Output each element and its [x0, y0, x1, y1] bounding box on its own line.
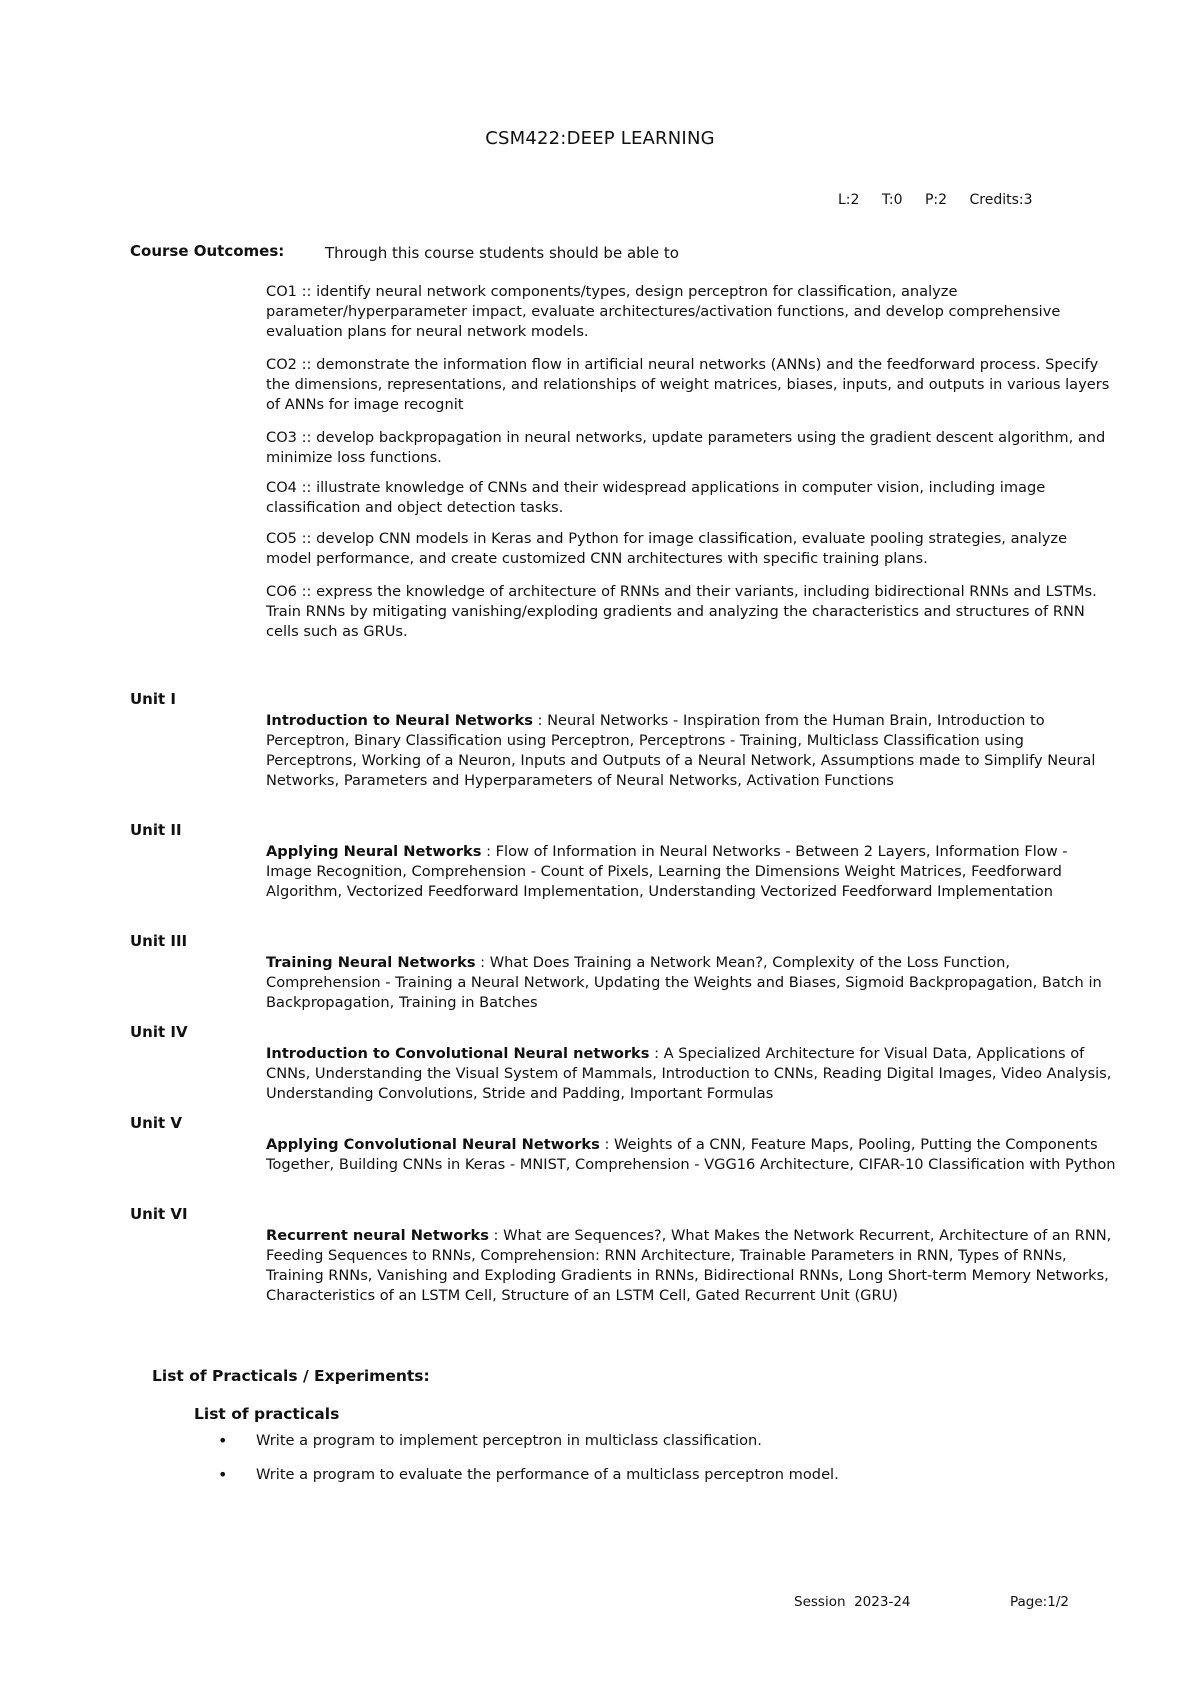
- unit-label: Unit IV: [130, 1023, 188, 1041]
- unit-label: Unit I: [130, 690, 176, 708]
- page-number: Page:1/2: [1010, 1594, 1069, 1610]
- unit-heading: Applying Convolutional Neural Networks: [266, 1136, 600, 1153]
- unit-topics: A Specialized Architecture for Visual Data, Applications of CNNs, Understanding the Visual System of Mammals, Introduction to CNNs, Reading Digital Images, Video Analysis, Understanding Convolutions, Stride and Padding, Important Formulas: [266, 1045, 1112, 1102]
- unit-topics: Flow of Information in Neural Networks - Between 2 Layers, Information Flow - Image Recognition, Comprehension - Count of Pixels, Learning the Dimensions Weight Matrices, Feedforward Algorithm, Vectorized Feedforward Implementation, Understanding Vectorized Feedforward Implementation: [266, 843, 1068, 900]
- unit-separator: :: [488, 1227, 504, 1244]
- bullet-icon: •: [218, 1465, 228, 1484]
- unit-topics: Weights of a CNN, Feature Maps, Pooling, Putting the Components Together, Building CNNs in Keras - MNIST, Comprehension - VGG16 Architecture, CIFAR-10 Classification with Python: [266, 1136, 1116, 1173]
- list-item: [218, 1431, 1118, 1451]
- outcome-co5: CO5 :: develop CNN models in Keras and Python for image classification, evaluate pooling strategies, analyze model performance, and create customized CNN architectures with specific training plans.: [266, 530, 1068, 567]
- course-outcomes-list: [266, 282, 1116, 655]
- unit-topics: What Does Training a Network Mean?, Complexity of the Loss Function, Comprehension - Training a Neural Network, Updating the Weights and Biases, Sigmoid Backpropagation, Batch in Backpropagation, Training in Batches: [266, 954, 1102, 1011]
- unit-heading: Training Neural Networks: [266, 954, 476, 971]
- unit-topics: Neural Networks - Inspiration from the Human Brain, Introduction to Perceptron, Binary Classification using Perceptron, Perceptrons - Training, Multiclass Classification using Perceptrons, Working of a Neuron, Inputs and Outputs of a Neural Network, Assumptions made to Simplify Neural Networks, Parameters and Hyperparameters of Neural Networks, Activation Functions: [266, 712, 1096, 789]
- course-outcomes-intro: Through this course students should be able to: [325, 244, 679, 262]
- unit-label: Unit V: [130, 1114, 183, 1132]
- tutorial-hours: T:0: [881, 192, 903, 208]
- unit-separator: :: [481, 843, 496, 860]
- unit-heading: Applying Neural Networks: [266, 843, 482, 860]
- unit-label: Unit II: [130, 821, 182, 839]
- practical-text: Write a program to implement perceptron in multiclass classification.: [256, 1432, 762, 1449]
- unit-separator: :: [599, 1136, 615, 1153]
- credits-row: [838, 192, 1033, 208]
- outcome-co6: CO6 :: express the knowledge of architecture of RNNs and their variants, including bidirectional RNNs and LSTMs. Train RNNs by mitigating vanishing/exploding gradients and analyzing the characteristics and structures of RNN cells such as GRUs.: [266, 583, 1097, 640]
- unit-content: [266, 1135, 1116, 1175]
- unit-content: [266, 1226, 1116, 1306]
- course-outcomes-label: Course Outcomes:: [130, 242, 285, 260]
- outcome-co3: CO3 :: develop backpropagation in neural networks, update parameters using the gradient descent algorithm, and minimize loss functions.: [266, 429, 1106, 466]
- unit-separator: :: [649, 1045, 664, 1062]
- unit-separator: :: [475, 954, 490, 971]
- practicals-heading: List of Practicals / Experiments:: [152, 1367, 430, 1385]
- unit-label: Unit VI: [130, 1205, 188, 1223]
- unit-content: [266, 842, 1116, 902]
- unit-heading: Introduction to Neural Networks: [266, 712, 533, 729]
- practical-hours: P:2: [924, 192, 948, 208]
- outcome-co1: CO1 :: identify neural network components/types, design perceptron for classification, analyze parameter/hyperparameter impact, evaluate architectures/activation functions, and develop comprehensive evaluation plans for neural network models.: [266, 283, 1061, 340]
- unit-heading: Introduction to Convolutional Neural networks: [266, 1045, 650, 1062]
- outcome-co2: CO2 :: demonstrate the information flow in artificial neural networks (ANNs) and the feedforward process. Specify the dimensions, representations, and relationships of weight matrices, biases, inputs, and outputs in various layers of ANNs for image recognit: [266, 356, 1110, 413]
- outcome-co4: CO4 :: illustrate knowledge of CNNs and their widespread applications in computer vision, including image classification and object detection tasks.: [266, 479, 1046, 516]
- list-item: [218, 1465, 1118, 1485]
- unit-content: [266, 1044, 1116, 1104]
- practical-text: Write a program to evaluate the performance of a multiclass perceptron model.: [256, 1466, 839, 1483]
- session-label: Session 2023-24: [794, 1594, 911, 1610]
- unit-heading: Recurrent neural Networks: [266, 1227, 489, 1244]
- credit-count: Credits:3: [969, 192, 1033, 208]
- unit-content: [266, 953, 1116, 1013]
- unit-content: [266, 711, 1116, 791]
- unit-topics: What are Sequences?, What Makes the Network Recurrent, Architecture of an RNN, Feeding Sequences to RNNs, Comprehension: RNN Architecture, Trainable Parameters in RNN, Types of RNNs, Training RNNs, Vanishing and Exploding Gradients in RNNs, Bidirectional RNNs, Long Short-term Memory Networks, Characteristics of an LSTM Cell, Structure of an LSTM Cell, Gated Recurrent Unit (GRU): [266, 1227, 1112, 1304]
- bullet-icon: •: [218, 1431, 228, 1450]
- practicals-list: [218, 1431, 1118, 1499]
- unit-separator: :: [532, 712, 548, 729]
- page-title: CSM422:DEEP LEARNING: [485, 128, 715, 149]
- unit-label: Unit III: [130, 932, 188, 950]
- practicals-subheading: List of practicals: [194, 1405, 340, 1423]
- lecture-hours: L:2: [838, 192, 860, 208]
